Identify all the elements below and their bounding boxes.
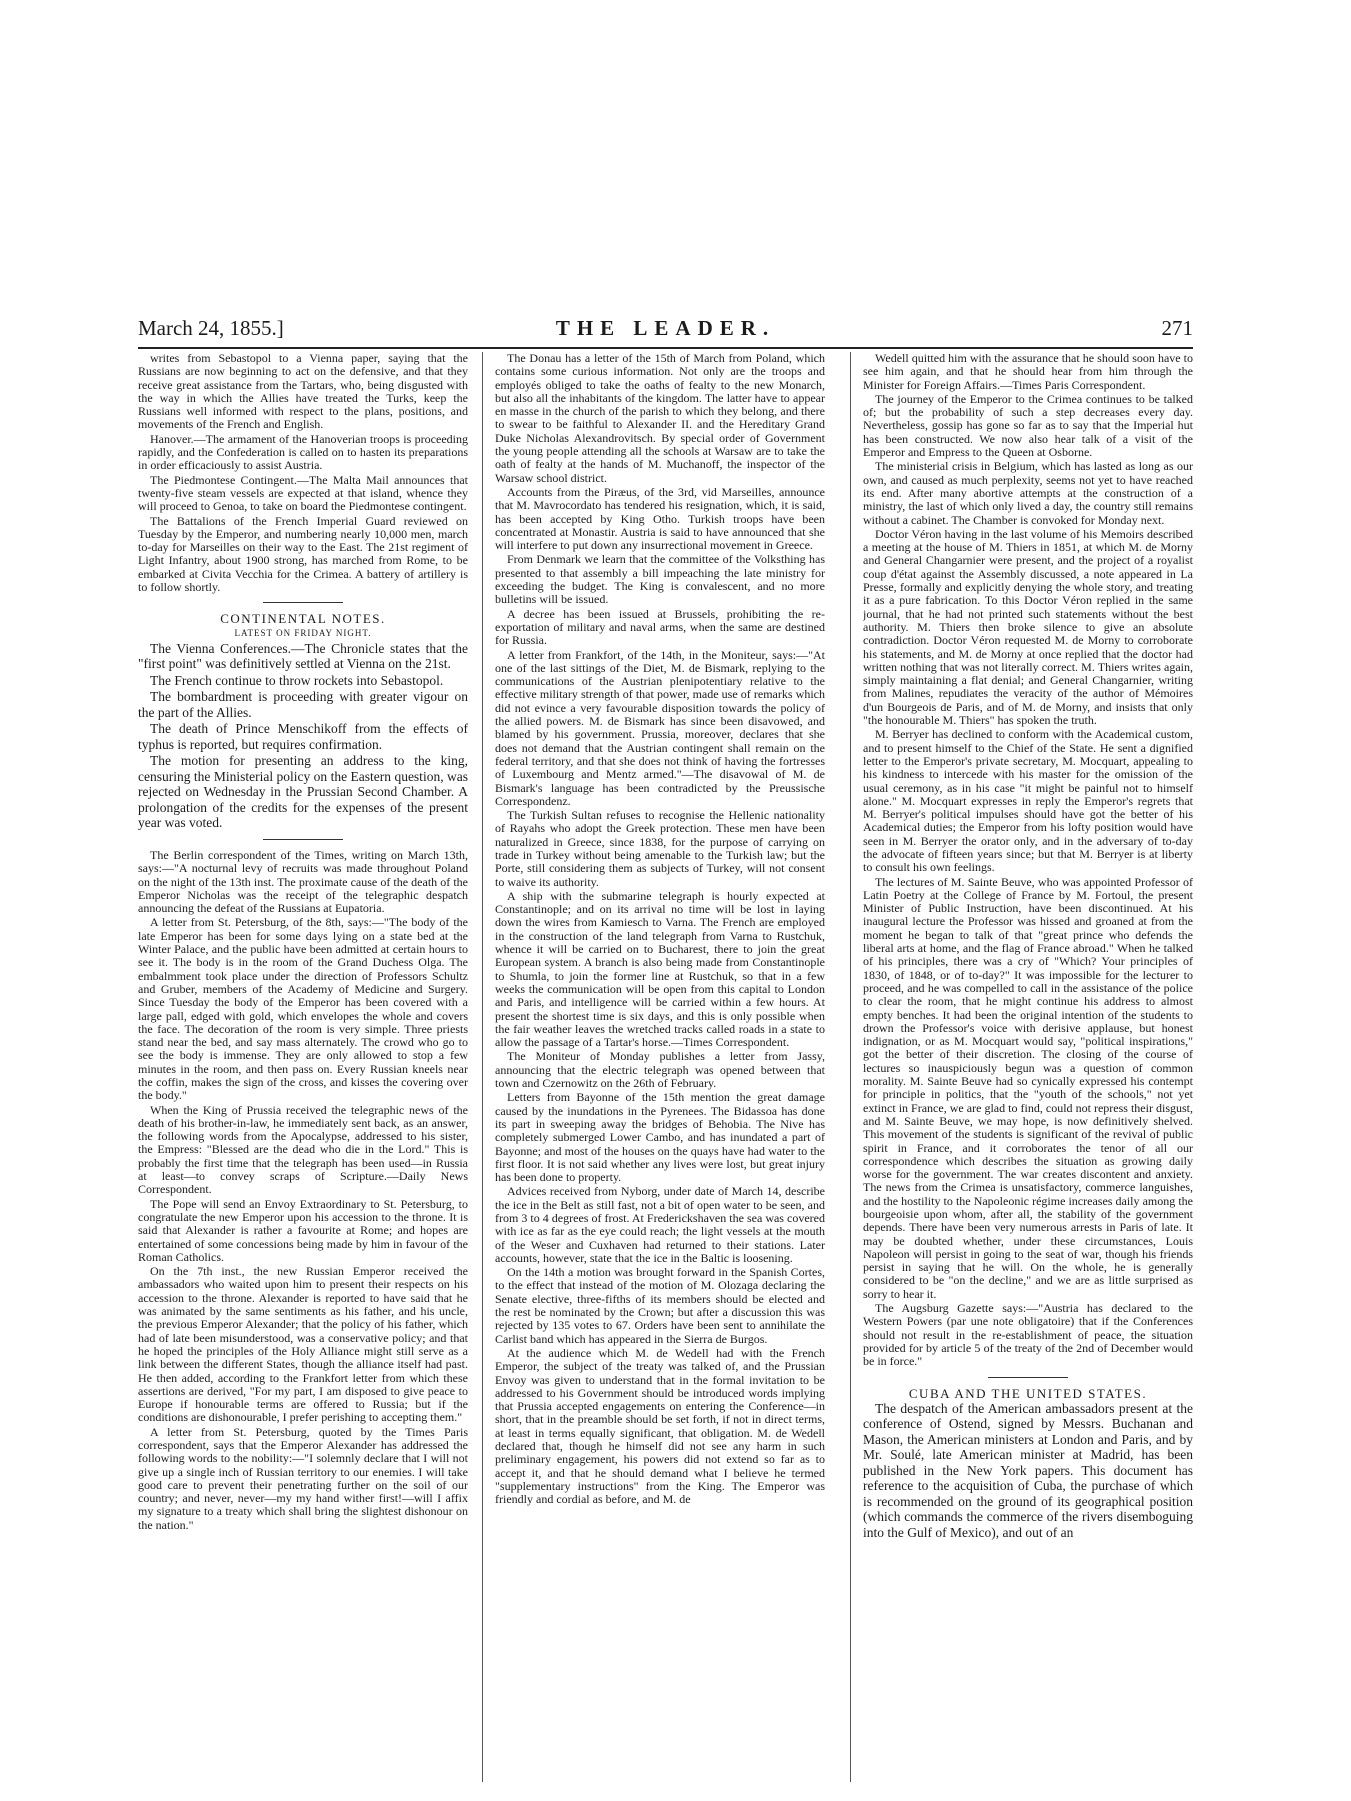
section-rule xyxy=(263,839,343,840)
paragraph: A letter from St. Petersburg, of the 8th, says:—"The body of the late Emperor has been for some days lying on a state bed at the Winter Palace, and the public have been admitted at certain hours to see it. The body is in the room of the Grand Duchess Olga. The embalmment took place under the direction of Professors Schultz and Gruber, members of the Academy of Medicine and Surgery. Since Tuesday the body of the Emperor has been covered with a large pall, edged with gold, which envelopes the whole and covers the face. The decoration of the room is very simple. Three priests stand near the bed, and say mass alternately. The crowd who go to see the body is immense. They are only allowed to stop a few minutes in the room, and then pass on. Every Russian kneels near the coffin, makes the sign of the cross, and kisses the covering over the body." xyxy=(138,915,468,1103)
column-divider xyxy=(850,352,851,1782)
paragraph: A decree has been issued at Brussels, prohibiting the re-exportation of military and naval arms, when the same are destined for Russia. xyxy=(495,606,825,648)
page-number: 271 xyxy=(1161,316,1193,340)
paragraph: The Turkish Sultan refuses to recognise the Hellenic nationality of Rayahs who adopt the Greek protection. These men have been naturalized in Greece, since 1838, for the purpose of carrying on trade in Turkey without being amenable to the Turkish law; but the Porte, still considering them as subjects of Turkey, will not consent to waive its authority. xyxy=(495,808,825,889)
paragraph: The ministerial crisis in Belgium, which has lasted as long as our own, and caused as much perplexity, seems not yet to have reached its end. After many abortive attempts at the construction of a ministry, the last of which only lived a day, the country still remains without a cabinet. The Chamber is convoked for Monday next. xyxy=(863,459,1193,527)
paragraph: The Berlin correspondent of the Times, writing on March 13th, says:—"A nocturnal levy of recruits was made throughout Poland on the night of the 13th inst. The proximate cause of the death of the Emperor Nicholas was the receipt of the telegraphic despatch announcing the defeat of the Russians at Eupatoria. xyxy=(138,847,468,916)
note-paragraph: The bombardment is proceeding with greater vigour on the part of the Allies. xyxy=(138,689,468,720)
masthead-rule xyxy=(138,347,1193,349)
column-2 xyxy=(495,352,825,1782)
paragraph: The Pope will send an Envoy Extraordinary to St. Petersburg, to congratulate the new Emperor upon his accession to the throne. It is said that Alexander is rather a favourite at Rome; and hopes are entertained of some concessions being made by him in favour of the Roman Catholics. xyxy=(138,1196,468,1264)
paragraph: M. Berryer has declined to conform with the Academical custom, and to present himself to the Chief of the State. He sent a dignified letter to the Emperor's private secretary, M. Mocquart, appealing to his kindness to intercede with his master for the omission of the usual ceremony, as in his case "it might be painful not to himself alone." M. Mocquart expresses in reply the Emperor's regrets that M. Berryer's political impulses should have got the better of his Academical duties; the Emperor from his lofty position would have seen in M. Berryer the orator only, and in the adversary of to-day the advocate of fifteen years since; but that M. Berryer is at liberty to consult his own feelings. xyxy=(863,727,1193,875)
paragraph: writes from Sebastopol to a Vienna paper, saying that the Russians are now beginning to act on the defensive, and that they receive great assistance from the Tartars, who, being disgusted with the way in which the Allies have treated the Turks, keep the Russians well informed with respect to the plans, positions, and movements of the French and English. xyxy=(138,352,468,432)
section-rule xyxy=(263,602,343,603)
issue-date: March 24, 1855.] xyxy=(138,316,284,340)
paragraph: Hanover.—The armament of the Hanoverian troops is proceeding rapidly, and the Confederation is called on to hasten its preparations in order efficaciously to assist Austria. xyxy=(138,431,468,473)
newspaper-title: THE LEADER. xyxy=(555,316,776,340)
section-heading: CUBA AND THE UNITED STATES. xyxy=(908,1385,1148,1401)
paragraph: The Moniteur of Monday publishes a letter from Jassy, announcing that the electric telegraph was opened between that town and Czernowitz on the 26th of February. xyxy=(495,1049,825,1091)
paragraph: On the 14th a motion was brought forward in the Spanish Cortes, to the effect that instead of the motion of M. Olozaga declaring the Senate elective, three-fifths of its members should be elected and the rest be nominated by the Crown; but after a discussion this was rejected by 135 votes to 67. Orders have been sent to annihilate the Carlist band which has appeared in the Sierra de Burgos. xyxy=(495,1265,825,1346)
paragraph: When the King of Prussia received the telegraphic news of the death of his brother-in-law, he immediately sent back, as an answer, the following words from the Apocalypse, addressed to his sister, the Empress: "Blessed are the dead who die in the Lord." This is probably the first time that the telegraph has been used—in Russia at least—to convey scraps of Scripture.—Daily News Correspondent. xyxy=(138,1102,468,1197)
paragraph: A letter from Frankfort, of the 14th, in the Moniteur, says:—"At one of the last sittings of the Diet, M. de Bismark, replying to the communications of the Austrian plenipotentiary relative to the effective military strength of that power, made use of remarks which did not evince a very favourable disposition towards the policy of the allied powers. M. de Bismark has since been disavowed, and blamed by his government. Prussia, moreover, declares that she does not demand that the Austrian contingent shall remain on the federal territory, and that she does not think of having the fortresses of Luxembourg and Mentz armed."—The disavowal of M. de Bismark's language has been contradicted by the Preussische Correspondenz. xyxy=(495,647,825,808)
paragraph: The Piedmontese Contingent.—The Malta Mail announces that twenty-five steam vessels are expected at that island, whence they will proceed to Genoa, to take on board the Piedmontese contingent. xyxy=(138,472,468,514)
paragraph: A letter from St. Petersburg, quoted by the Times Paris correspondent, says that the Emperor Alexander has addressed the following words to the nobility:—"I solemnly declare that I will not give up a single inch of Russian territory to our enemies. I will take good care to prevent their penetrating further on the soil of our country; and never, never—my my hand wither first!—will I affix my signature to a treaty which shall bring the slightest dishonour on the nation." xyxy=(138,1424,468,1532)
paragraph: From Denmark we learn that the committee of the Volksthing has presented to that assembly a bill impeaching the late ministry for exceeding the budget. The King is convalescent, and no more bulletins will be issued. xyxy=(495,552,825,607)
paragraph: At the audience which M. de Wedell had with the French Emperor, the subject of the treaty was talked of, and the Prussian Envoy was given to understand that in the formal invitation to be addressed to his Government should be introduced words implying that Prussia accepted engagements on entering the Conference—in short, that in the preamble should be set forth, if not in direct terms, at least in terms equally significant, that obligation. M. de Wedell declared that, though he himself did not see any harm in such preliminary engagement, his powers did not extend so far as to accept it, and that he should demand what I believe he termed "supplementary instructions" from the King. The Emperor was friendly and cordial as before, and M. de xyxy=(495,1345,825,1507)
column-divider xyxy=(482,352,483,1782)
paragraph: A ship with the submarine telegraph is hourly expected at Constantinople; and on its arrival no time will be lost in laying down the wires from Kamiesch to Varna. The French are employed in the construction of the land telegraph from Varna to Rustchuk, whence it will be carried on to Bucharest, there to join the great European system. A branch is also being made from Constantinople to Shumla, to join the former line at Rustchuk, so that in a few weeks the communication will be open from this capital to London and Paris, and intelligence will be carried within a few hours. At present the shortest time is six days, and this is only possible when the fair weather leaves the wretched tracks called roads in a state to allow the passage of a Tartar's horse.—Times Correspondent. xyxy=(495,888,825,1050)
paragraph: Advices received from Nyborg, under date of March 14, describe the ice in the Belt as still fast, not a bit of open water to be seen, and from 3 to 4 degrees of frost. At Frederickshaven the sea was covered with ice as far as the eye could reach; the light vessels at the mouth of the Weser and Cuxhaven had returned to their stations. Later accounts, however, state that the ice in the Baltic is loosening. xyxy=(495,1184,825,1265)
column-3 xyxy=(863,352,1193,1782)
section-subheading: LATEST ON FRIDAY NIGHT. xyxy=(234,627,372,638)
paragraph: On the 7th inst., the new Russian Emperor received the ambassadors who waited upon him to present their respects on his accession to the throne. Alexander is reported to have said that he was animated by the same sentiments as his father, and his uncle, the previous Emperor Alexander; that the policy of his father, which had of late been misunderstood, was a conservative policy; and that he hoped the principles of the Holy Alliance might still serve as a link between the different States, though the alliance itself had past. He then added, according to the Frankfort letter from which these assertions are derived, "For my part, I am disposed to give peace to Europe if honourable terms are offered to Russia; but if the conditions are dishonourable, I prefer perishing to accepting them." xyxy=(138,1264,468,1425)
note-paragraph: The Vienna Conferences.—The Chronicle states that the "first point" was definitively settled at Vienna on the 21st. xyxy=(138,640,468,672)
note-paragraph: The French continue to throw rockets into Sebastopol. xyxy=(150,672,444,688)
paragraph: Doctor Véron having in the last volume of his Memoirs described a meeting at the house of M. Thiers in 1851, at which M. de Morny and General Changarnier were present, and the project of a royalist coup d'état against the Assembly discussed, a note appeared in La Presse, formally and explicitly denying the whole story, and treating it as a pure fabrication. To this Doctor Véron replied in the same journal, that he had not printed such statements without the best authority. M. Thiers then broke silence to give an absolute contradiction. Doctor Véron requested M. de Morny to corroborate his statements, and M. de Morny at once replied that the doctor had written nothing that was not literally correct. M. Thiers writes again, simply maintaining a flat denial; and General Changarnier, writing from Malines, repudiates the veracity of the author of Mémoires d'un Bourgeois de Paris, and of M. de Morny, and insists that only "the honourable M. Thiers" has spoken the truth. xyxy=(863,526,1193,728)
masthead xyxy=(138,316,1193,346)
section-heading: CONTINENTAL NOTES. xyxy=(220,611,386,627)
paragraph: Wedell quitted him with the assurance that he should soon have to see him again, and that he should hear from him through the Minister for Foreign Affairs.—Times Paris Correspondent. xyxy=(863,352,1193,392)
paragraph: The despatch of the American ambassadors present at the conference of Ostend, signed by Messrs. Buchanan and Mason, the American ministers at London and Paris, and by Mr. Soulé, late American minister at Madrid, has been published in the New York papers. This document has reference to the acquisition of Cuba, the purchase of which is recommended on the ground of its geographical position (which commands the commerce of the rivers disemboguing into the Gulf of Mexico), and out of an xyxy=(863,1400,1193,1540)
paragraph: Accounts from the Piræus, of the 3rd, vid Marseilles, announce that M. Mavrocordato has tendered his resignation, which, it is said, has been accepted by King Otho. Turkish troops have been concentrated at Monastir. Austria is said to have announced that she will interfere to put down any insurrectional movement in Greece. xyxy=(495,484,825,553)
paragraph: Letters from Bayonne of the 15th mention the great damage caused by the inundations in the Pyrenees. The Bidassoa has done its part in sweeping away the bridges of Behobia. The Nive has completely submerged Lower Cambo, and has inundated a part of Bayonne; and most of the houses on the quays have had water to the first floor. It is not said whether any lives were lost, but great injury has been done to property. xyxy=(495,1090,825,1185)
paragraph: The Donau has a letter of the 15th of March from Poland, which contains some curious information. Not only are the troops and employés obliged to take the oaths of fealty to the new Monarch, but also all the inhabitants of the kingdom. The latter have to appear en masse in the church of the parish to which they belong, and there to swear to be faithful to Alexander II. and the Hereditary Grand Duke Nicholas Alexandrovitsch. By special order of Government the young people attending all the schools at Warsaw are to take the oath of fealty at the hands of M. Muchanoff, the inspector of the Warsaw school district. xyxy=(495,352,825,485)
paragraph: The Battalions of the French Imperial Guard reviewed on Tuesday by the Emperor, and numbering nearly 10,000 men, march to-day for Marseilles on their way to the East. The 21st regiment of Light Infantry, about 1900 strong, has marched from Rome, to be embarked at Civita Vecchia for the Crimea. A battery of artillery is to follow shortly. xyxy=(138,513,468,595)
note-paragraph: The motion for presenting an address to the king, censuring the Ministerial policy on the Eastern question, was rejected on Wednesday in the Prussian Second Chamber. A prolongation of the credits for the expenses of the present year was voted. xyxy=(138,753,468,831)
column-1 xyxy=(138,352,468,1782)
paragraph: The lectures of M. Sainte Beuve, who was appointed Professor of Latin Poetry at the College of France by M. Fortoul, the present Minister of Public Instruction, have been discontinued. At his inaugural lecture the Professor was hissed and groaned at from the moment he began to talk of that "great prince who defends the liberal arts at home, and the flag of France abroad." When he talked of his principles, there was a cry of "Which? Your principles of 1830, of 1848, or of to-day?" It was impossible for the lecturer to proceed, and he was compelled to call in the assistance of the police to clear the room, that he might continue his address to almost empty benches. It had been the original intention of the students to drown the Professor's voice with derisive applause, but honest indignation, or as M. Mocquart would say, "political inspirations," got the better of their discretion. The closing of the course of lectures so inauspiciously begun was a question of common morality. M. Sainte Beuve had so cynically expressed his contempt for principle in politics, that the "youth of the schools," not yet extinct in France, we are glad to find, could not repress their disgust, and M. Sainte Beuve, we may hope, is now definitively shelved. This movement of the students is significant of the revival of public spirit in France, and it corroborates the tenor of all our correspondence which describes the situation as growing daily worse for the government. The war creates discontent and anxiety. The news from the Crimea is unsatisfactory, commerce languishes, and the hostility to the Napoleonic régime increases daily among the bourgeoisie upon whom, after all, the stability of the government depends. There have been very numerous arrests in Paris of late. It may be doubted whether, under these circumstances, Louis Napoleon will persist in going to the seat of war, though his friends persist in saying that he will. On the whole, he is generally considered to be "on the decline," and we are as little surprised as sorry to hear it. xyxy=(863,874,1193,1301)
paragraph: The journey of the Emperor to the Crimea continues to be talked of; but the probability of such a step decreases every day. Nevertheless, gossip has gone so far as to say that the Imperial hut has been constructed. We now also hear talk of a visit of the Emperor and Empress to the Queen at Osborne. xyxy=(863,391,1193,460)
paragraph: The Augsburg Gazette says:—"Austria has declared to the Western Powers (par une note obligatoire) that if the Conferences should not result in the re-establishment of peace, the situation provided for by article 5 of the treaty of the 2nd of December would be in force." xyxy=(863,1301,1193,1369)
note-paragraph: The death of Prince Menschikoff from the effects of typhus is reported, but requires confirmation. xyxy=(138,721,468,752)
section-rule xyxy=(988,1377,1068,1378)
